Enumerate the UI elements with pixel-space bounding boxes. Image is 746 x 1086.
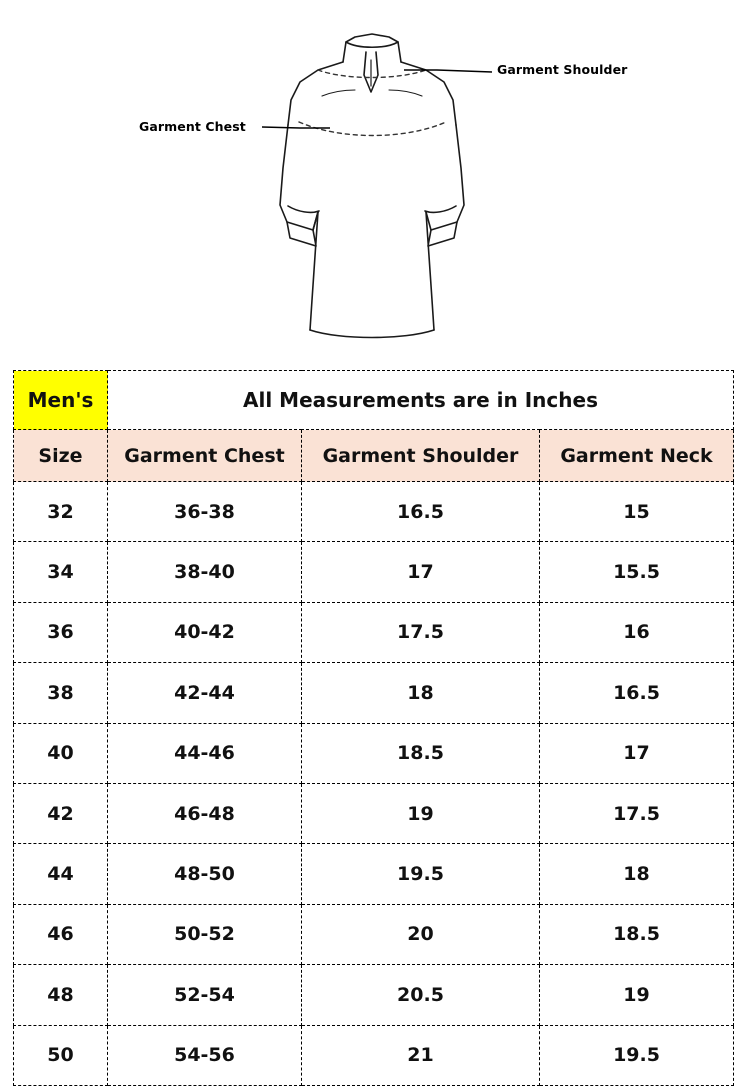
cell-shoulder: 19.5 xyxy=(302,844,540,904)
cell-size: 50 xyxy=(14,1025,108,1085)
cell-shoulder: 17.5 xyxy=(302,602,540,662)
cell-chest: 38-40 xyxy=(108,542,302,602)
chest-leader-line xyxy=(262,127,330,128)
measurements-title-cell: All Measurements are in Inches xyxy=(108,371,734,430)
garment-diagram xyxy=(0,0,746,360)
table-row xyxy=(14,542,734,602)
header-size: Size xyxy=(14,430,108,482)
category-cell: Men's xyxy=(14,371,108,430)
header-garment-shoulder: Garment Shoulder xyxy=(302,430,540,482)
table-row xyxy=(14,602,734,662)
table-row xyxy=(14,844,734,904)
kurta-illustration xyxy=(0,0,746,360)
cell-neck: 18 xyxy=(540,844,734,904)
cell-size: 44 xyxy=(14,844,108,904)
cell-neck: 19 xyxy=(540,965,734,1025)
cell-chest: 50-52 xyxy=(108,904,302,964)
cell-shoulder: 20.5 xyxy=(302,965,540,1025)
garment-shoulder-label: Garment Shoulder xyxy=(497,62,628,77)
table-row xyxy=(14,965,734,1025)
cell-shoulder: 20 xyxy=(302,904,540,964)
cell-shoulder: 16.5 xyxy=(302,482,540,542)
cell-neck: 19.5 xyxy=(540,1025,734,1085)
cell-neck: 17 xyxy=(540,723,734,783)
cell-chest: 46-48 xyxy=(108,783,302,843)
cell-chest: 42-44 xyxy=(108,663,302,723)
cell-neck: 18.5 xyxy=(540,904,734,964)
size-chart-table xyxy=(13,370,734,1086)
cell-chest: 36-38 xyxy=(108,482,302,542)
table-row xyxy=(14,723,734,783)
cell-size: 46 xyxy=(14,904,108,964)
header-garment-chest: Garment Chest xyxy=(108,430,302,482)
cell-shoulder: 17 xyxy=(302,542,540,602)
cell-shoulder: 18.5 xyxy=(302,723,540,783)
cell-shoulder: 21 xyxy=(302,1025,540,1085)
cell-shoulder: 18 xyxy=(302,663,540,723)
cell-chest: 54-56 xyxy=(108,1025,302,1085)
cell-shoulder: 19 xyxy=(302,783,540,843)
cell-chest: 44-46 xyxy=(108,723,302,783)
cell-chest: 48-50 xyxy=(108,844,302,904)
cell-size: 42 xyxy=(14,783,108,843)
table-title-row xyxy=(14,371,734,430)
cell-neck: 17.5 xyxy=(540,783,734,843)
chest-guide-line xyxy=(299,122,446,136)
cell-neck: 15 xyxy=(540,482,734,542)
table-row xyxy=(14,482,734,542)
table-header-row xyxy=(14,430,734,482)
cell-size: 48 xyxy=(14,965,108,1025)
cell-chest: 52-54 xyxy=(108,965,302,1025)
size-chart-table-wrapper xyxy=(13,370,733,1086)
cell-size: 40 xyxy=(14,723,108,783)
table-row xyxy=(14,904,734,964)
cell-size: 38 xyxy=(14,663,108,723)
table-row xyxy=(14,663,734,723)
shoulder-guide-line xyxy=(318,70,426,78)
cell-neck: 16 xyxy=(540,602,734,662)
cell-neck: 15.5 xyxy=(540,542,734,602)
cell-size: 32 xyxy=(14,482,108,542)
table-row xyxy=(14,1025,734,1085)
cell-size: 34 xyxy=(14,542,108,602)
cell-size: 36 xyxy=(14,602,108,662)
table-row xyxy=(14,783,734,843)
header-garment-neck: Garment Neck xyxy=(540,430,734,482)
shoulder-leader-line xyxy=(404,70,492,72)
cell-neck: 16.5 xyxy=(540,663,734,723)
garment-chest-label: Garment Chest xyxy=(139,119,246,134)
cell-chest: 40-42 xyxy=(108,602,302,662)
